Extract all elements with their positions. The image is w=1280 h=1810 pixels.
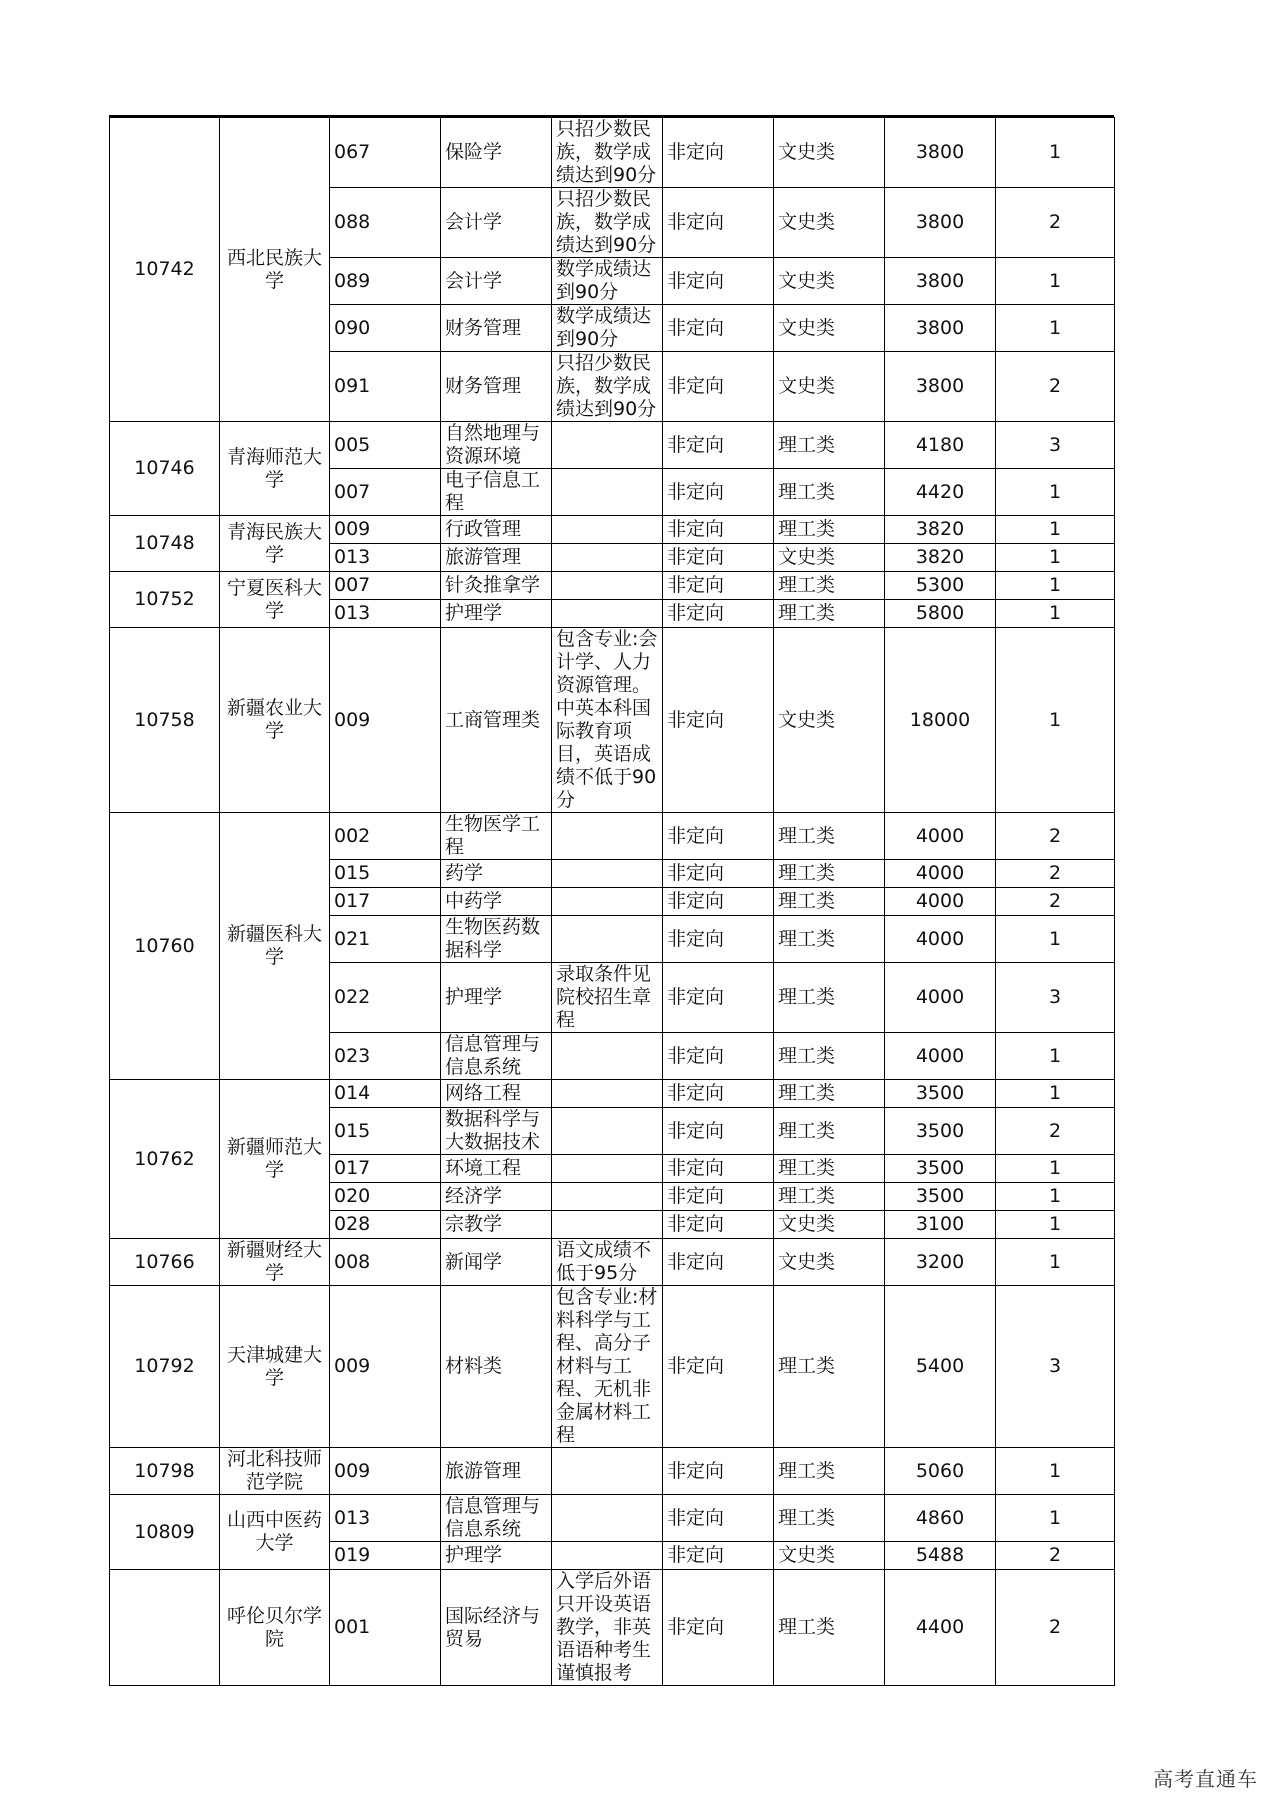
major-code-cell: 007 — [330, 469, 441, 516]
major-name-cell: 数据科学与大数据技术 — [441, 1108, 552, 1155]
type-cell: 非定向 — [663, 628, 774, 813]
plan-count-cell: 3 — [996, 1286, 1115, 1448]
category-cell: 文史类 — [774, 188, 885, 258]
tuition-cell: 3500 — [885, 1108, 996, 1155]
type-cell: 非定向 — [663, 916, 774, 963]
plan-count-cell: 1 — [996, 916, 1115, 963]
school-code-cell: 10748 — [110, 516, 220, 572]
type-cell: 非定向 — [663, 1211, 774, 1239]
category-cell: 文史类 — [774, 352, 885, 422]
type-cell: 非定向 — [663, 1286, 774, 1448]
school-code-cell: 10792 — [110, 1286, 220, 1448]
plan-count-cell: 1 — [996, 516, 1115, 544]
table-row — [110, 1570, 1115, 1686]
major-name-cell: 财务管理 — [441, 352, 552, 422]
type-cell: 非定向 — [663, 1570, 774, 1686]
tuition-cell: 3800 — [885, 305, 996, 352]
plan-count-cell: 1 — [996, 305, 1115, 352]
major-name-cell: 环境工程 — [441, 1155, 552, 1183]
major-name-cell: 财务管理 — [441, 305, 552, 352]
note-cell — [552, 1542, 663, 1570]
school-name-cell: 西北民族大学 — [220, 118, 330, 422]
category-cell: 理工类 — [774, 572, 885, 600]
type-cell: 非定向 — [663, 305, 774, 352]
tuition-cell: 3800 — [885, 352, 996, 422]
category-cell: 理工类 — [774, 916, 885, 963]
major-code-cell: 009 — [330, 1286, 441, 1448]
major-code-cell: 089 — [330, 258, 441, 305]
category-cell: 理工类 — [774, 1108, 885, 1155]
major-name-cell: 会计学 — [441, 188, 552, 258]
plan-count-cell: 1 — [996, 628, 1115, 813]
note-cell — [552, 1211, 663, 1239]
note-cell: 只招少数民族，数学成绩达到90分 — [552, 118, 663, 188]
major-name-cell: 行政管理 — [441, 516, 552, 544]
tuition-cell: 4000 — [885, 963, 996, 1033]
type-cell: 非定向 — [663, 572, 774, 600]
major-name-cell: 护理学 — [441, 600, 552, 628]
major-name-cell: 旅游管理 — [441, 544, 552, 572]
tuition-cell: 4000 — [885, 860, 996, 888]
school-name-cell: 新疆师范大学 — [220, 1080, 330, 1239]
plan-count-cell: 2 — [996, 1570, 1115, 1686]
school-code-cell: 10766 — [110, 1239, 220, 1286]
major-name-cell: 国际经济与贸易 — [441, 1570, 552, 1686]
major-code-cell: 008 — [330, 1239, 441, 1286]
category-cell: 理工类 — [774, 888, 885, 916]
major-code-cell: 005 — [330, 422, 441, 469]
tuition-cell: 3820 — [885, 516, 996, 544]
tuition-cell: 5300 — [885, 572, 996, 600]
table-row — [110, 1239, 1115, 1286]
major-name-cell: 网络工程 — [441, 1080, 552, 1108]
school-name-cell: 山西中医药大学 — [220, 1495, 330, 1570]
tuition-cell: 3800 — [885, 188, 996, 258]
type-cell: 非定向 — [663, 352, 774, 422]
type-cell: 非定向 — [663, 1542, 774, 1570]
category-cell: 理工类 — [774, 1495, 885, 1542]
table-row — [110, 422, 1115, 469]
note-cell — [552, 1448, 663, 1495]
plan-count-cell: 3 — [996, 422, 1115, 469]
school-name-cell: 河北科技师范学院 — [220, 1448, 330, 1495]
category-cell: 理工类 — [774, 1570, 885, 1686]
major-code-cell: 090 — [330, 305, 441, 352]
note-cell: 包含专业:会计学、人力资源管理。中英本科国际教育项目，英语成绩不低于90分 — [552, 628, 663, 813]
plan-count-cell: 1 — [996, 1448, 1115, 1495]
type-cell: 非定向 — [663, 188, 774, 258]
plan-count-cell: 1 — [996, 1155, 1115, 1183]
type-cell: 非定向 — [663, 1183, 774, 1211]
tuition-cell: 18000 — [885, 628, 996, 813]
major-code-cell: 001 — [330, 1570, 441, 1686]
category-cell: 理工类 — [774, 422, 885, 469]
note-cell — [552, 1033, 663, 1080]
major-code-cell: 013 — [330, 544, 441, 572]
category-cell: 文史类 — [774, 118, 885, 188]
tuition-cell: 3500 — [885, 1183, 996, 1211]
type-cell: 非定向 — [663, 963, 774, 1033]
type-cell: 非定向 — [663, 888, 774, 916]
type-cell: 非定向 — [663, 860, 774, 888]
category-cell: 理工类 — [774, 963, 885, 1033]
category-cell: 理工类 — [774, 516, 885, 544]
school-name-cell: 青海师范大学 — [220, 422, 330, 516]
tuition-cell: 3500 — [885, 1155, 996, 1183]
major-name-cell: 保险学 — [441, 118, 552, 188]
tuition-cell: 5800 — [885, 600, 996, 628]
tuition-cell: 4420 — [885, 469, 996, 516]
school-code-cell: 10762 — [110, 1080, 220, 1239]
watermark-text: 高考直通车 — [1153, 1767, 1258, 1791]
major-name-cell: 护理学 — [441, 963, 552, 1033]
category-cell: 文史类 — [774, 628, 885, 813]
type-cell: 非定向 — [663, 813, 774, 860]
major-name-cell: 材料类 — [441, 1286, 552, 1448]
school-code-cell — [110, 1570, 220, 1686]
school-code-cell: 10752 — [110, 572, 220, 628]
note-cell — [552, 860, 663, 888]
note-cell: 数学成绩达到90分 — [552, 305, 663, 352]
plan-count-cell: 2 — [996, 1108, 1115, 1155]
major-name-cell: 药学 — [441, 860, 552, 888]
major-name-cell: 会计学 — [441, 258, 552, 305]
school-name-cell: 新疆医科大学 — [220, 813, 330, 1080]
school-code-cell: 10809 — [110, 1495, 220, 1570]
major-code-cell: 019 — [330, 1542, 441, 1570]
school-name-cell: 呼伦贝尔学院 — [220, 1570, 330, 1686]
major-code-cell: 022 — [330, 963, 441, 1033]
plan-count-cell: 1 — [996, 1495, 1115, 1542]
major-name-cell: 旅游管理 — [441, 1448, 552, 1495]
plan-count-cell: 1 — [996, 469, 1115, 516]
tuition-cell: 4180 — [885, 422, 996, 469]
note-cell — [552, 1108, 663, 1155]
category-cell: 文史类 — [774, 1239, 885, 1286]
note-cell: 入学后外语只开设英语教学，非英语语种考生谨慎报考 — [552, 1570, 663, 1686]
major-code-cell: 002 — [330, 813, 441, 860]
note-cell — [552, 888, 663, 916]
category-cell: 理工类 — [774, 600, 885, 628]
tuition-cell: 5060 — [885, 1448, 996, 1495]
type-cell: 非定向 — [663, 469, 774, 516]
tuition-cell: 4000 — [885, 1033, 996, 1080]
plan-count-cell: 1 — [996, 544, 1115, 572]
major-code-cell: 088 — [330, 188, 441, 258]
school-code-cell: 10760 — [110, 813, 220, 1080]
plan-count-cell: 1 — [996, 600, 1115, 628]
school-name-cell: 宁夏医科大学 — [220, 572, 330, 628]
major-name-cell: 生物医学工程 — [441, 813, 552, 860]
tuition-cell: 3100 — [885, 1211, 996, 1239]
plan-count-cell: 1 — [996, 572, 1115, 600]
major-code-cell: 020 — [330, 1183, 441, 1211]
school-name-cell: 新疆财经大学 — [220, 1239, 330, 1286]
major-name-cell: 新闻学 — [441, 1239, 552, 1286]
type-cell: 非定向 — [663, 1080, 774, 1108]
category-cell: 理工类 — [774, 1448, 885, 1495]
school-code-cell: 10758 — [110, 628, 220, 813]
type-cell: 非定向 — [663, 258, 774, 305]
plan-count-cell: 2 — [996, 813, 1115, 860]
plan-count-cell: 2 — [996, 188, 1115, 258]
major-name-cell: 工商管理类 — [441, 628, 552, 813]
category-cell: 理工类 — [774, 1286, 885, 1448]
note-cell — [552, 916, 663, 963]
major-code-cell: 017 — [330, 1155, 441, 1183]
plan-count-cell: 2 — [996, 352, 1115, 422]
tuition-cell: 4000 — [885, 916, 996, 963]
category-cell: 文史类 — [774, 1211, 885, 1239]
category-cell: 文史类 — [774, 1542, 885, 1570]
tuition-cell: 4860 — [885, 1495, 996, 1542]
tuition-cell: 3500 — [885, 1080, 996, 1108]
note-cell — [552, 544, 663, 572]
plan-count-cell: 1 — [996, 1183, 1115, 1211]
school-code-cell: 10742 — [110, 118, 220, 422]
tuition-cell: 4400 — [885, 1570, 996, 1686]
table-body — [110, 118, 1115, 1686]
note-cell: 只招少数民族，数学成绩达到90分 — [552, 352, 663, 422]
note-cell — [552, 600, 663, 628]
note-cell: 包含专业:材料科学与工程、高分子材料与工程、无机非金属材料工程 — [552, 1286, 663, 1448]
tuition-cell: 5400 — [885, 1286, 996, 1448]
major-code-cell: 015 — [330, 860, 441, 888]
note-cell — [552, 1183, 663, 1211]
major-code-cell: 013 — [330, 600, 441, 628]
school-code-cell: 10798 — [110, 1448, 220, 1495]
major-code-cell: 009 — [330, 1448, 441, 1495]
note-cell — [552, 1155, 663, 1183]
major-name-cell: 自然地理与资源环境 — [441, 422, 552, 469]
tuition-cell: 3200 — [885, 1239, 996, 1286]
category-cell: 理工类 — [774, 1155, 885, 1183]
plan-count-cell: 2 — [996, 860, 1115, 888]
major-code-cell: 009 — [330, 516, 441, 544]
table-row — [110, 1080, 1115, 1108]
tuition-cell: 3800 — [885, 258, 996, 305]
type-cell: 非定向 — [663, 516, 774, 544]
table-row — [110, 1448, 1115, 1495]
type-cell: 非定向 — [663, 422, 774, 469]
table-row — [110, 516, 1115, 544]
category-cell: 文史类 — [774, 544, 885, 572]
school-code-cell: 10746 — [110, 422, 220, 516]
major-code-cell: 028 — [330, 1211, 441, 1239]
note-cell: 只招少数民族，数学成绩达到90分 — [552, 188, 663, 258]
plan-count-cell: 1 — [996, 1239, 1115, 1286]
tuition-cell: 3800 — [885, 118, 996, 188]
major-name-cell: 信息管理与信息系统 — [441, 1495, 552, 1542]
major-code-cell: 091 — [330, 352, 441, 422]
major-code-cell: 007 — [330, 572, 441, 600]
category-cell: 理工类 — [774, 860, 885, 888]
category-cell: 理工类 — [774, 1183, 885, 1211]
major-name-cell: 宗教学 — [441, 1211, 552, 1239]
note-cell — [552, 1080, 663, 1108]
type-cell: 非定向 — [663, 1155, 774, 1183]
plan-count-cell: 1 — [996, 258, 1115, 305]
note-cell — [552, 516, 663, 544]
major-code-cell: 015 — [330, 1108, 441, 1155]
type-cell: 非定向 — [663, 1495, 774, 1542]
major-name-cell: 护理学 — [441, 1542, 552, 1570]
major-name-cell: 针灸推拿学 — [441, 572, 552, 600]
note-cell — [552, 1495, 663, 1542]
note-cell — [552, 572, 663, 600]
tuition-cell: 4000 — [885, 813, 996, 860]
type-cell: 非定向 — [663, 1448, 774, 1495]
major-name-cell: 中药学 — [441, 888, 552, 916]
major-code-cell: 009 — [330, 628, 441, 813]
category-cell: 文史类 — [774, 305, 885, 352]
note-cell — [552, 469, 663, 516]
tuition-cell: 3820 — [885, 544, 996, 572]
note-cell: 语文成绩不低于95分 — [552, 1239, 663, 1286]
category-cell: 理工类 — [774, 469, 885, 516]
table-row — [110, 118, 1115, 188]
plan-count-cell: 1 — [996, 1033, 1115, 1080]
type-cell: 非定向 — [663, 1033, 774, 1080]
major-code-cell: 013 — [330, 1495, 441, 1542]
major-code-cell: 017 — [330, 888, 441, 916]
category-cell: 理工类 — [774, 813, 885, 860]
table-row — [110, 813, 1115, 860]
plan-count-cell: 3 — [996, 963, 1115, 1033]
table-row — [110, 1495, 1115, 1542]
major-code-cell: 021 — [330, 916, 441, 963]
plan-count-cell: 1 — [996, 118, 1115, 188]
school-name-cell: 天津城建大学 — [220, 1286, 330, 1448]
major-code-cell: 067 — [330, 118, 441, 188]
table-row — [110, 1286, 1115, 1448]
table-row — [110, 628, 1115, 813]
type-cell: 非定向 — [663, 118, 774, 188]
type-cell: 非定向 — [663, 600, 774, 628]
major-name-cell: 经济学 — [441, 1183, 552, 1211]
plan-count-cell: 2 — [996, 888, 1115, 916]
category-cell: 理工类 — [774, 1033, 885, 1080]
note-cell — [552, 813, 663, 860]
type-cell: 非定向 — [663, 1239, 774, 1286]
note-cell: 数学成绩达到90分 — [552, 258, 663, 305]
note-cell: 录取条件见院校招生章程 — [552, 963, 663, 1033]
type-cell: 非定向 — [663, 544, 774, 572]
tuition-cell: 5488 — [885, 1542, 996, 1570]
major-name-cell: 电子信息工程 — [441, 469, 552, 516]
plan-count-cell: 2 — [996, 1542, 1115, 1570]
admission-plan-table — [109, 117, 1115, 1686]
plan-count-cell: 1 — [996, 1211, 1115, 1239]
major-code-cell: 023 — [330, 1033, 441, 1080]
tuition-cell: 4000 — [885, 888, 996, 916]
major-name-cell: 信息管理与信息系统 — [441, 1033, 552, 1080]
major-name-cell: 生物医药数据科学 — [441, 916, 552, 963]
category-cell: 理工类 — [774, 1080, 885, 1108]
category-cell: 文史类 — [774, 258, 885, 305]
plan-count-cell: 1 — [996, 1080, 1115, 1108]
note-cell — [552, 422, 663, 469]
type-cell: 非定向 — [663, 1108, 774, 1155]
major-code-cell: 014 — [330, 1080, 441, 1108]
admission-plan-table-viewport — [109, 115, 1114, 1684]
table-row — [110, 572, 1115, 600]
school-name-cell: 青海民族大学 — [220, 516, 330, 572]
school-name-cell: 新疆农业大学 — [220, 628, 330, 813]
